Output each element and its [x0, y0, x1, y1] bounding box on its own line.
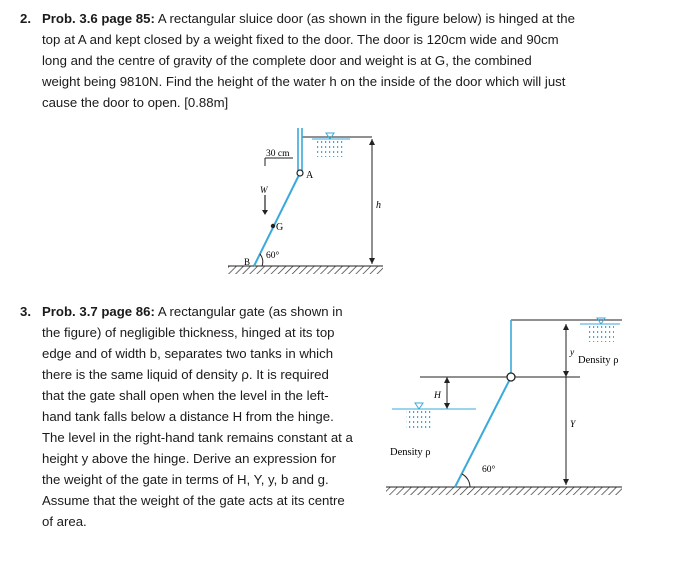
problem-2-line: weight being 9810N. Find the height of the water h on the inside of the door which will just — [42, 74, 566, 89]
problem-3-line: of area. — [42, 514, 87, 529]
cg-label: G — [276, 222, 284, 233]
problem-2-line: cause the door to open. [0.88m] — [42, 95, 229, 110]
problem-3-line: there is the same liquid of density ρ. It is required — [42, 367, 329, 382]
problem-3-line: edge and of width b, separates two tanks in which — [42, 346, 334, 361]
problem-2-number: 2. — [20, 11, 31, 26]
angle-label-3: 60° — [482, 465, 496, 475]
problem-3-line: hand tank falls below a distance H from the hinge. — [42, 409, 334, 424]
right-water-marker — [597, 318, 605, 324]
base-label: B — [244, 257, 251, 267]
problem-2-line: Prob. 3.6 page 85: A rectangular sluice door (as shown in the figure below) is hinged at the — [42, 11, 575, 26]
problem-3-line: the weight of the gate in terms of H, Y, y, b and g. — [42, 472, 329, 487]
gate-hinge — [507, 373, 515, 381]
angle-arc-3 — [462, 474, 470, 487]
density-left-label: Density ρ — [390, 447, 431, 458]
y-label: y — [570, 348, 575, 358]
problem-2-line: long and the centre of gravity of the complete door and weight is at G, the combined — [42, 53, 532, 68]
ground-hatch-3 — [386, 487, 622, 495]
depth-label: h — [376, 200, 381, 211]
weight-label: W — [260, 185, 268, 195]
hinge-label: A — [306, 170, 314, 181]
right-water — [588, 324, 614, 342]
problem-2-line: top at A and kept closed by a weight fixed to the door. The door is 120cm wide and 90cm — [42, 32, 559, 47]
problem-3-line: the figure) of negligible thickness, hinged at its top — [42, 325, 335, 340]
problem-3-line: Prob. 3.7 page 86: A rectangular gate (as shown in — [42, 304, 343, 319]
problem-3-number: 3. — [20, 304, 31, 319]
H-arrow-top — [444, 377, 450, 383]
angle-label-2: 60° — [266, 251, 280, 261]
Y-label: Y — [570, 420, 576, 430]
problem-3-line: height y above the hinge. Derive an expression for — [42, 451, 336, 466]
problem-3-line: Assume that the weight of the gate acts at its centre — [42, 493, 345, 508]
y-arrow-top — [563, 324, 569, 330]
dim-label: 30 cm — [266, 149, 290, 159]
problem-3-line: that the gate shall open when the level in the left- — [42, 388, 329, 403]
y-arrow-bottom — [563, 371, 569, 377]
problem-3-line: The level in the right-hand tank remains constant at a — [42, 430, 353, 445]
H-arrow-bottom — [444, 403, 450, 409]
left-water-marker — [415, 403, 423, 409]
left-water — [406, 411, 432, 429]
problem-2-title: Prob. 3.6 page 85: — [42, 11, 155, 26]
problem-3-title: Prob. 3.7 page 86: — [42, 304, 155, 319]
H-label: H — [434, 391, 441, 401]
Y-arrow-bottom — [563, 479, 569, 485]
density-right-label: Density ρ — [578, 355, 619, 366]
